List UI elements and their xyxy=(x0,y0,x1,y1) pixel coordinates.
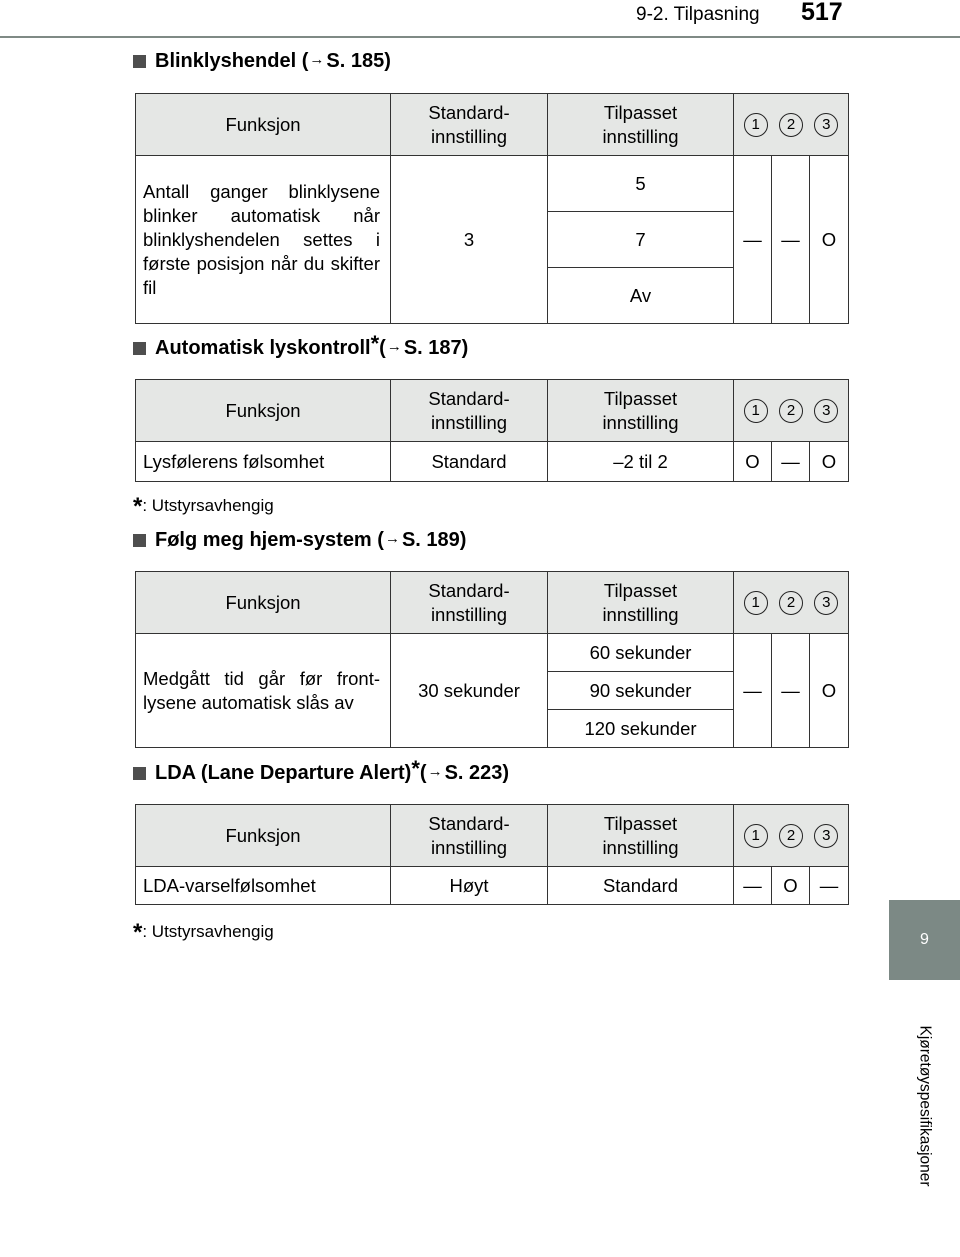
chapter-number: 9 xyxy=(920,931,929,948)
section-heading-folg-meg-hjem xyxy=(133,529,466,552)
page-reference-link[interactable]: S. 187) xyxy=(403,337,469,359)
column-header-default: Standard- innstilling xyxy=(391,572,548,634)
column-header-methods xyxy=(734,805,849,867)
column-header-methods xyxy=(734,380,849,442)
circled-2-icon: 2 xyxy=(779,591,803,615)
section-title: Automatisk lyskontroll xyxy=(155,337,371,359)
section-heading-lda xyxy=(133,756,510,785)
default-cell: 30 sekunder xyxy=(391,634,548,748)
footnote: *: Utstyrsavhengig xyxy=(133,919,274,946)
ref-prefix: ( xyxy=(419,762,427,784)
circled-2-icon: 2 xyxy=(779,113,803,137)
section-title: Blinklyshendel ( xyxy=(155,50,309,72)
circled-1-icon: 1 xyxy=(744,591,768,615)
bullet-square-icon xyxy=(133,342,146,355)
method-1-cell: — xyxy=(734,634,772,748)
footnote-star-icon: * xyxy=(133,919,143,946)
circled-1-icon: 1 xyxy=(744,824,768,848)
header-divider xyxy=(0,36,960,38)
custom-option-cell: Standard xyxy=(548,867,734,905)
ref-prefix: ( xyxy=(379,337,386,359)
column-header-default: Standard- innstilling xyxy=(391,380,548,442)
custom-option-cell: 5 xyxy=(548,156,734,212)
chapter-section-title: 9-2. Tilpasning xyxy=(636,4,760,25)
chapter-label: Kjøretøyspesifikasjoner xyxy=(916,1025,934,1187)
method-2-cell: — xyxy=(772,156,810,324)
page-reference-link[interactable]: S. 185) xyxy=(326,50,391,72)
chapter-tab xyxy=(889,900,960,980)
settings-table-lda xyxy=(135,804,849,905)
column-header-methods xyxy=(734,94,849,156)
column-header-function: Funksjon xyxy=(136,805,391,867)
column-header-default: Standard- innstilling xyxy=(391,94,548,156)
bullet-square-icon xyxy=(133,55,146,68)
circled-2-icon: 2 xyxy=(779,399,803,423)
column-header-function: Funksjon xyxy=(136,380,391,442)
custom-option-cell: Av xyxy=(548,268,734,324)
custom-option-cell: –2 til 2 xyxy=(548,442,734,482)
column-header-function: Funksjon xyxy=(136,572,391,634)
default-cell: 3 xyxy=(391,156,548,324)
footnote: *: Utstyrsavhengig xyxy=(133,493,274,520)
section-heading-lyskontroll xyxy=(133,331,469,360)
page-reference-link[interactable]: S. 223) xyxy=(444,762,510,784)
method-1-cell: — xyxy=(734,867,772,905)
method-2-cell: — xyxy=(772,442,810,482)
settings-table-folg-meg-hjem xyxy=(135,571,849,748)
circled-1-icon: 1 xyxy=(744,399,768,423)
method-2-cell: — xyxy=(772,634,810,748)
method-3-cell: — xyxy=(810,867,849,905)
function-cell: Lysfølerens følsomhet xyxy=(136,442,391,482)
section-title: LDA (Lane Departure Alert) xyxy=(155,762,412,784)
circled-1-icon: 1 xyxy=(744,113,768,137)
custom-option-cell: 90 sekunder xyxy=(548,672,734,710)
footnote-star-icon: * xyxy=(133,493,143,520)
settings-table-lyskontroll xyxy=(135,379,849,482)
function-cell: LDA-varselfølsomhet xyxy=(136,867,391,905)
default-cell: Høyt xyxy=(391,867,548,905)
method-3-cell: O xyxy=(810,442,849,482)
page-number: 517 xyxy=(801,0,843,26)
method-1-cell: O xyxy=(734,442,772,482)
custom-option-cell: 60 sekunder xyxy=(548,634,734,672)
method-2-cell: O xyxy=(772,867,810,905)
custom-option-cell: 120 sekunder xyxy=(548,710,734,748)
section-title: Følg meg hjem-system ( xyxy=(155,529,384,551)
function-cell: Medgått tid går før front-lysene automatisk slås av xyxy=(136,634,391,748)
arrow-icon: → xyxy=(427,763,443,780)
section-heading-blinklyshendel xyxy=(133,50,391,73)
column-header-custom: Tilpasset innstilling xyxy=(548,572,734,634)
settings-table-blinklyshendel xyxy=(135,93,849,324)
page-reference-link[interactable]: S. 189) xyxy=(401,529,467,551)
column-header-function: Funksjon xyxy=(136,94,391,156)
column-header-custom: Tilpasset innstilling xyxy=(548,805,734,867)
arrow-icon: → xyxy=(386,338,402,355)
footnote-star-icon: * xyxy=(370,331,380,356)
circled-2-icon: 2 xyxy=(779,824,803,848)
custom-option-cell: 7 xyxy=(548,212,734,268)
method-3-cell: O xyxy=(810,634,849,748)
arrow-icon: → xyxy=(309,51,325,68)
column-header-custom: Tilpasset innstilling xyxy=(548,94,734,156)
function-cell: Antall ganger blinklysene blinker automatisk når blinklyshendelen settes i første posisjon når du skifter fil xyxy=(136,156,391,324)
method-1-cell: — xyxy=(734,156,772,324)
column-header-custom: Tilpasset innstilling xyxy=(548,380,734,442)
footnote-star-icon: * xyxy=(411,756,420,781)
bullet-square-icon xyxy=(133,534,146,547)
circled-3-icon: 3 xyxy=(814,399,838,423)
circled-3-icon: 3 xyxy=(814,113,838,137)
arrow-icon: → xyxy=(384,530,400,547)
default-cell: Standard xyxy=(391,442,548,482)
bullet-square-icon xyxy=(133,767,146,780)
column-header-default: Standard- innstilling xyxy=(391,805,548,867)
circled-3-icon: 3 xyxy=(814,591,838,615)
column-header-methods xyxy=(734,572,849,634)
circled-3-icon: 3 xyxy=(814,824,838,848)
method-3-cell: O xyxy=(810,156,849,324)
